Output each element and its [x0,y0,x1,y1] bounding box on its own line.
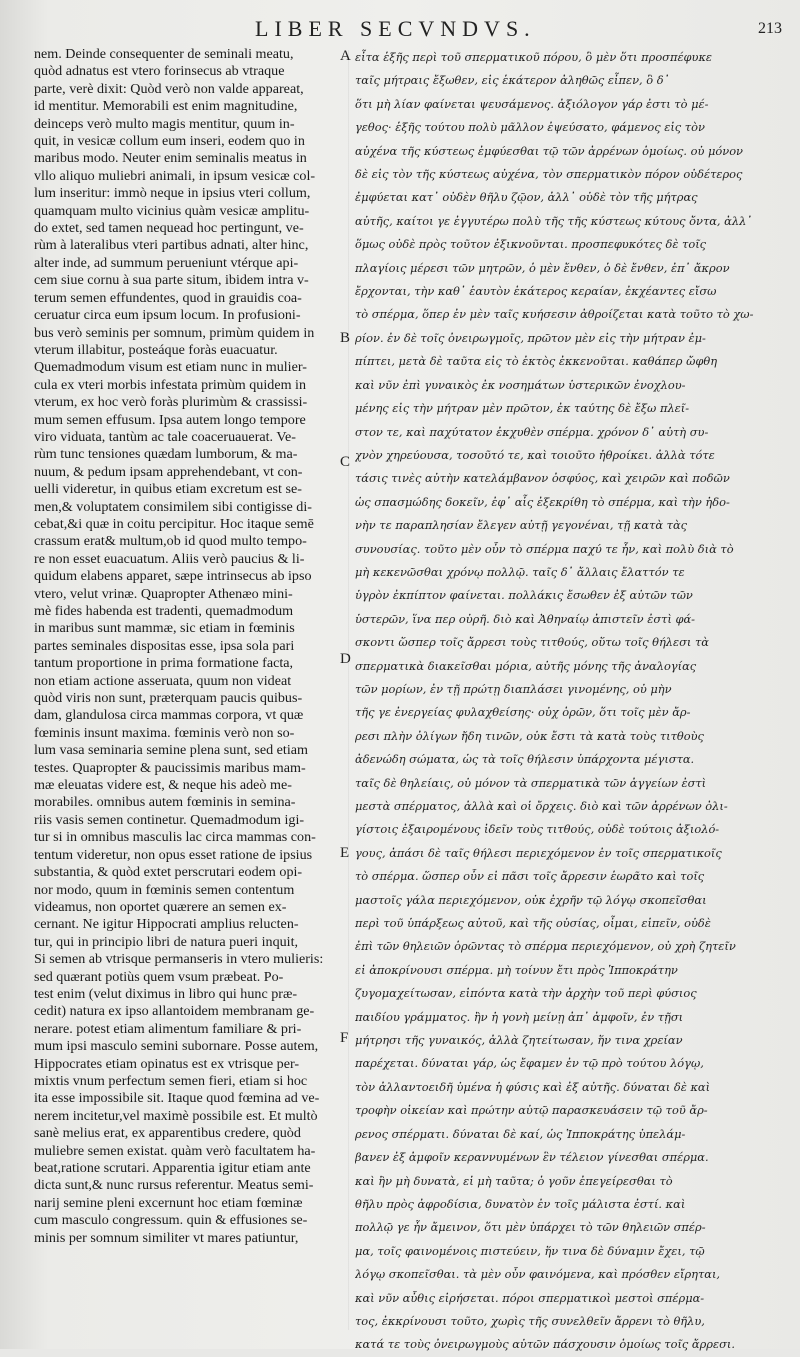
greek-text-line: μεστὰ σπέρματος, ἀλλὰ καὶ οἱ ὄρχεις. διὸ καὶ τῶν ἀρρένων ὀλι- [355,799,728,813]
greek-text-line: γους, ἁπάσι δὲ ταῖς θήλεσι περιεχόμενον ἐν τοῖς σπερματικοῖς [355,845,722,860]
greek-text-line: ἀδενώδη σώματα, ὡς τὰ τοῖς θήλεσιν ὑπάρχοντα μέγιστα. [355,752,695,767]
section-marker-d: D [340,651,351,667]
latin-text-line: bus verò seminis per somnum, primùm quidem in [34,324,315,341]
greek-text-line: ὅμως οὐδὲ πρὸς τοῦτον ἐξικνοῦνται. προσπεφυκότες δὲ τοῖς [355,237,707,252]
greek-text-line: πολλῷ γε ἦν ἄμεινον, ὅτι μὲν ὑπάρχει τὸ τῶν θηλειῶν σπέρ- [355,1220,706,1235]
greek-text-line: τροφὴν οἰκείαν καὶ πρώτην αὐτῷ παρασκευάσειν τῷ τοῦ ἄρ- [355,1103,708,1118]
greek-text-line: μαστοῖς γάλα περιεχόμενον, οὐκ ἐχρῆν τῷ λόγῳ σκοπεῖσθαι [355,892,707,907]
section-marker-c: C [340,454,351,470]
latin-text-line: lum inseritur: immò neque in ipsius vteri collum, [34,185,311,202]
section-marker-f: F [340,1030,349,1046]
latin-text-line: rùm tunc tensiones quædam lumborum, & ma- [34,446,298,463]
latin-text-line: cebat,&i quæ in coitu percipitur. Hoc itaque semē [34,515,314,532]
latin-text-line: ita esse impossibile sit. Itaque quod fœmina ad ve- [34,1090,320,1107]
greek-text-line: χνὸν χηρεύουσα, τοσοῦτό τε, καὶ τοιοῦτο ἠθροίκει. ἀλλὰ τότε [355,447,715,462]
latin-text-line: cernant. Ne igitur Hippocrati amplius relucten- [34,916,299,933]
greek-text-line: ὡς σπασμώδης δοκεῖν, ἐφ᾿ αἷς ἐξεκρίθη τὸ σπέρμα, καὶ τὴν ἡδο- [355,494,730,509]
latin-text-line: do extet, sed tamen nequead hoc pertingunt, ve- [34,220,304,237]
greek-text-line: μὴ κεκενῶσθαι χρόνῳ πολλῷ. ταῖς δ᾿ ἄλλαις ἔλαττόν τε [355,564,685,579]
greek-text-line: ὑγρὸν ἐκπίπτον φαίνεται. πολλάκις ἔσωθεν ἐξ αὐτῶν τῶν [355,588,693,603]
greek-text-line: πίπτει, μετὰ δὲ ταῦτα εἰς τὸ ἐκτὸς ἐκκενοῦται. καθάπερ ὤφθη [355,354,718,369]
latin-text-line: vterum, ex hoc verò foràs plurimùm & crassissi- [34,394,308,411]
greek-text-line: στον τε, καὶ παχύτατον ἐκχυθὲν σπέρμα. χρόνον δ᾿ αὐτὴ συ- [355,424,709,439]
greek-text-line: εἰ ἀποκρίνουσι σπέρμα. μὴ τοίνυν ἔτι πρὸς Ἱπποκράτην [355,962,678,977]
latin-text-line: vtero, velut vrinæ. Quapropter Athenæo mini- [34,585,293,602]
latin-text-line: mæ eleuatas videre est, & neque his adeò me- [34,777,292,794]
page-number: 213 [758,20,782,37]
latin-text-line: crassum erat& multum,ob id quod multo tempo- [34,533,307,550]
latin-text-line: parte, verè dixit: Quòd verò non valde appareat, [34,80,304,97]
latin-text-line: non etiam actione asseruata, quum non videat [34,672,292,689]
latin-text-line: muliebre semen existat. quàm verò facultatem ha- [34,1142,316,1159]
greek-text-line: τος, ἐκκρίνουσι τοῦτο, χωρὶς τῆς συνελθεῖν ἄρρενι τὸ θῆλυ, [355,1313,705,1328]
latin-text-line: nuum, & pedum ipsam apprehendebant, vt con- [34,463,303,480]
latin-text-line: vterum illabitur, posteáque foràs euacuatur. [34,341,278,358]
latin-text-line: substantia, & quòd extet perscrutari eodem opi- [34,864,303,881]
latin-text-line: test enim (velut diximus in libro qui hunc præ- [34,985,298,1002]
greek-text-line: αὐχένα τῆς κύστεως ἐμφύεσθαι τῷ τῶν ἀρρένων ὁμοίως. οὐ μόνον [355,143,743,158]
greek-text-line: ταῖς μήτραις ἔξωθεν, εἰς ἑκάτερον ἀληθῶς εἶπεν, ὃ δ᾿ [355,73,670,88]
greek-text-line: μα, τοῖς φαινομένοις πιστεύειν, ἥν τινα δὲ δύναμιν ἔχει, τῷ [355,1243,705,1258]
greek-text-line: μένης εἰς τὴν μήτραν μὲν πρῶτον, ἐκ ταύτης δὲ ἔξω πλεῖ- [355,401,690,416]
latin-text-line: rùm à lateralibus vteri partibus adnati, alter hinc, [34,237,309,254]
latin-text-line: uelli videretur, in quibus etiam excretum est se- [34,481,302,498]
latin-text-line: quidum elabens apparet, sæpe intrinsecus ab ipso [34,568,312,585]
greek-text-line: ὅτι μὴ λίαν φαίνεται ψευσάμενος. ἀξιόλογον γάρ ἐστι τὸ μέ- [355,96,709,111]
latin-text-line: quit, in vesicæ collum eum inseri, eodem quo in [34,133,305,150]
latin-text-line: cedit) natura ex ipso allantoidem membranam ge- [34,1003,315,1020]
greek-text-line: εἶτα ἑξῆς περὶ τοῦ σπερματικοῦ πόρου, ὃ μὲν ὅτι προσπέφυκε [355,50,713,64]
latin-text-line: beat,ratione scrutari. Apparentia igitur etiam ante [34,1160,311,1176]
greek-text-line: τάσις τινὲς αὐτὴν κατελάμβανον ὀσφύος, καὶ χειρῶν καὶ ποδῶν [355,471,730,486]
greek-text-line: καὶ νῦν ἐπὶ γυναικὸς ἐκ νοσημάτων ὑστερικῶν ἐνοχλου- [355,377,686,392]
latin-text-line: mum ipsi masculo semini subornare. Posse autem, [34,1038,319,1055]
greek-text-line: τὸ σπέρμα. ὥσπερ οὖν εἰ πᾶσι τοῖς ἄρρεσιν ἑωρᾶτο καὶ τοῖς [355,869,705,884]
column-gutter [348,50,349,1330]
latin-text-line: minis per somnum similiter vt mares patiuntur, [34,1229,299,1246]
latin-text-line: viro viduata, tantùm ac tale coaceruauerat. Ve- [34,428,296,445]
latin-text-line: Hippocrates etiam opinatus est ex vtrisque per- [34,1055,300,1072]
latin-text-line: cula ex vteri morbis infestata primùm quidem in [34,376,307,393]
latin-text-line: fœminis insunt maxima. fœminis verò non so- [34,724,295,741]
greek-text-line: λόγῳ σκοπεῖσθαι. τὰ μὲν οὖν φαινόμενα, καὶ πρόσθεν εἴρηται, [355,1267,721,1282]
latin-text-line: terum semen effundentes, quod in grauidis coa- [34,289,302,306]
greek-text-line: κατά τε τοὺς ὀνειρωγμοὺς αὐτῶν πάσχουσιν ὁμοίως τοῖς ἄρρεσι. [355,1337,735,1352]
greek-text-line: ρεσι πλὴν ὀλίγων ἤδη τινῶν, οὐκ ἔστι τὰ κατὰ τοὺς τιτθοὺς [355,728,704,743]
greek-text-line: ζυγομαχείτωσαν, εἰπόντα κατὰ τὴν ἀρχὴν τοῦ περὶ φύσιος [355,986,697,1001]
greek-text-line: σπερματικὰ διακεῖσθαι μόρια, αὐτῆς μόνης τῆς ἀναλογίας [355,658,697,673]
latin-text-line: morabiles. omnibus autem fœminis in semina- [34,794,296,811]
latin-text-line: nerem incitetur,vel maximè possibile est. Et multò [34,1107,318,1124]
latin-text-line: tur, qui in principio libri de natura pueri inquit, [34,933,299,950]
latin-text-line: vllo aliquo muliebri animali, in ipsum vesicæ col- [34,167,316,184]
greek-text-line: περὶ τοῦ ὑπάρξεως αὐτοῦ, καὶ τῆς οὐσίας, οἶμαι, εἰπεῖν, οὐδὲ [355,916,711,931]
latin-text-line: men,& voluptatem consimilem sibi contigisse di- [34,498,312,515]
greek-text-line: ἔρχονται, τὴν καθ᾿ ἑαυτὸν ἑκάτερος κεραίαν, ἐκχέαντες εἴσω [355,284,717,299]
greek-text-line: βανεν ἐξ ἀμφοῖν κεραννυμένων ἓν τέλειον γίνεσθαι σπέρμα. [355,1150,709,1165]
latin-text-line: dicta sunt,& nunc rursus referentur. Meatus semi- [34,1177,314,1194]
greek-text-line: ἐπὶ τῶν θηλειῶν ὁρῶντας τὸ σπέρμα περιεχόμενον, οὐ χρὴ ζητεῖν [355,939,736,954]
greek-text-line: παιδίου γράμματος. ἢν ἡ γονὴ μείνῃ ἀπ᾿ ἀμφοῖν, ἐν τῇσι [355,1009,684,1024]
running-header [0,14,800,46]
latin-text-line: mum semen effusum. Ipsa autem longo tempore [34,411,306,428]
latin-text-line: ceruatur circa eum ipsum locum. In profusioni- [34,307,301,324]
greek-text-line: θῆλυ πρὸς ἀφροδίσια, δυνατὸν ἐν τοῖς μάλιστα ἐστί. καὶ [355,1196,686,1211]
latin-text-line: sed quærant potiùs quem vsum præbeat. Po- [34,968,284,985]
latin-text-line: narij semine pleni excernunt hoc etiam fœminæ [34,1194,303,1211]
greek-text-line: ταῖς δὲ θηλείαις, οὐ μόνον τὰ σπερματικὰ τῶν ἀγγείων ἐστὶ [355,775,707,790]
greek-text-line: αὐτῆς, καίτοι γε ἐγγυτέρω πολὺ τῆς τῆς κύστεως κύτους ὄντα, ἀλλ᾿ [355,213,753,228]
greek-text-line: μήτρησι τῆς γυναικός, ἀλλὰ ζητείτωσαν, ἥν τινα χρείαν [355,1033,683,1048]
greek-text-line: γεθος· ἑξῆς τούτου πολὺ μᾶλλον ἐψεύσατο, φάμενος εἰς τὸν [355,120,705,135]
greek-text-line: τῶν μορίων, ἐν τῇ πρώτῃ διαπλάσει γινομένης, οὐ μὴν [355,681,672,696]
latin-text-line: deinceps verò multo magis mentitur, quum in- [34,115,295,132]
latin-text-line: tur si in omnibus masculis lac circa mammas con- [34,829,316,846]
latin-text-line: sanè melius erat, ex apparentibus credere, quòd [34,1125,301,1142]
latin-text-line: videamus, non oportet quærere an semen ex- [34,898,287,915]
latin-text-line: Si semen ab vtrisque permanseris in vtero mulieris: [34,951,324,968]
latin-column [34,46,340,1247]
greek-text-line: δὲ εἰς τὸν τῆς κύστεως αὐχένα, τὸν σπερματικὸν πόρον οὐδέτερος [355,167,743,182]
latin-text-line: quòd adnatus est vtero forinsecus ab vtraque [34,63,285,80]
latin-text-line: nerare. potest etiam alimentum familiare & pri- [34,1020,302,1037]
latin-text-line: partes seminales dispositas esse, ipsa sola pari [34,637,295,654]
running-title: LIBER SECVNDVS. [255,16,536,41]
greek-column [355,46,780,1357]
latin-text-line: in maribus sunt mammæ, sic etiam in fœminis [34,620,295,637]
greek-text-line: ρενος σπέρματι. δύναται δὲ καί, ὡς Ἱπποκράτης ὑπελάμ- [355,1126,686,1141]
greek-text-line: νὴν τε παραπλησίαν ἔλεγεν αὐτῇ γεγονέναι, τῇ κατὰ τὰς [355,518,688,533]
latin-text-line: lum vasa seminaria semine plena sunt, sed etiam [34,742,308,759]
latin-text-line: cum masculo congressum. quin & effusiones se- [34,1212,308,1229]
latin-text-line: re non esset euacuatum. Aliis verò paucius & li- [34,550,305,567]
greek-text-line: ἐμφύεται κατ᾿ οὐδὲν θῆλυ ζῷον, ἀλλ᾿ οὐδὲ τὸν τῆς μήτρας [355,190,698,205]
latin-text-line: nem. Deinde consequenter de seminali meatu, [34,46,294,62]
latin-text-line: dam, glandulosa circa mammas corpora, vt quæ [34,707,304,724]
section-marker-b: B [340,330,351,346]
section-marker-e: E [340,845,350,861]
latin-text-line: quòd viris non sunt, præterquam paucis quibus- [34,690,303,707]
greek-text-line: γίστοις ἐξαιρομένους ἰδεῖν τοὺς τιτθούς, οὐδὲ τούτοις ἀξιολό- [355,822,720,837]
latin-text-line: id mentitur. Memorabili est enim magnitudine, [34,98,298,115]
greek-text-line: καὶ νῦν αὖθις εἰρήσεται. πόροι σπερματικοὶ μεστοὶ σπέρμα- [355,1290,705,1305]
greek-text-line: καὶ ἢν μὴ δυνατὰ, εἰ μὴ ταῦτα; ὁ γοῦν ἐπεγείρεσθαι τὸ [355,1173,673,1188]
greek-text-line: ρίον. ἐν δὲ τοῖς ὀνειρωγμοῖς, πρῶτον μὲν εἰς τὴν μήτραν ἐμ- [355,330,706,345]
greek-text-line: τὸ σπέρμα, ὅπερ ἐν μὲν ταῖς κυήσεσιν ἀθροίζεται κατὰ τοῦτο τὸ χω- [355,307,754,322]
greek-text-line: σκοντι ὥσπερ τοῖς ἄρρεσι τοὺς τιτθούς, οὕτω τοῖς θήλεσι τὰ [355,635,709,650]
latin-text-line: tantum proportione in prima formatione facta, [34,655,294,672]
greek-text-line: παρέχεται. δύναται γάρ, ὡς ἔφαμεν ἐν τῷ πρὸ τούτου λόγῳ, [355,1056,704,1071]
latin-text-line: riis vasis semen continetur. Quemadmodum igi- [34,811,305,828]
greek-text-line: τῆς γε ἐνεργείας φυλαχθείσης· οὐχ ὁρῶν, ὅτι τοῖς μὲν ἄρ- [355,705,691,720]
greek-text-line: πλαγίοις μέρεσι τῶν μητρῶν, ὁ μὲν ἔνθεν, ὁ δὲ ἔνθεν, ἐπ᾿ ἄκρον [355,260,730,275]
greek-text-line: τὸν ἀλλαντοειδῆ ὑμένα ἡ φύσις καὶ ἐξ αὐτῆς. δύναται δὲ καὶ [355,1079,711,1094]
latin-text-line: quamquam multo vicinius quàm vesicæ amplitu- [34,202,310,219]
latin-text-line: cem siue cornu à sua parte situm, ibidem intra v- [34,272,309,289]
greek-text-line: ὑστερῶν, ἵνα περ οὐρῆ. διὸ καὶ Ἀθηναίῳ ἀπιστεῖν ἐστὶ φά- [355,611,696,626]
latin-text-line: alter inde, ad summum perueniunt vtérque api- [34,254,299,271]
greek-text-line: συνουσίας. τοῦτο μὲν οὖν τὸ σπέρμα παχύ τε ἦν, καὶ πολὺ διὰ τὸ [355,541,734,556]
latin-text-line: Quemadmodum visum est etiam nunc in mulier- [34,359,307,376]
latin-text-line: mixtis vnum perfectum semen fieri, etiam si hoc [34,1072,308,1089]
section-marker-a: A [340,48,351,64]
latin-text-line: maribus modo. Neuter enim seminalis meatus in [34,150,307,167]
latin-text-line: mè fides habenda est tradenti, quemadmodum [34,603,294,619]
latin-text-line: testes. Quapropter & paucissimis maribus mam- [34,759,306,776]
latin-text-line: tentum videretur, non opus esset ratione de ipsius [34,846,313,863]
latin-text-line: nor modo, quum in fœminis semen contentum [34,881,295,898]
